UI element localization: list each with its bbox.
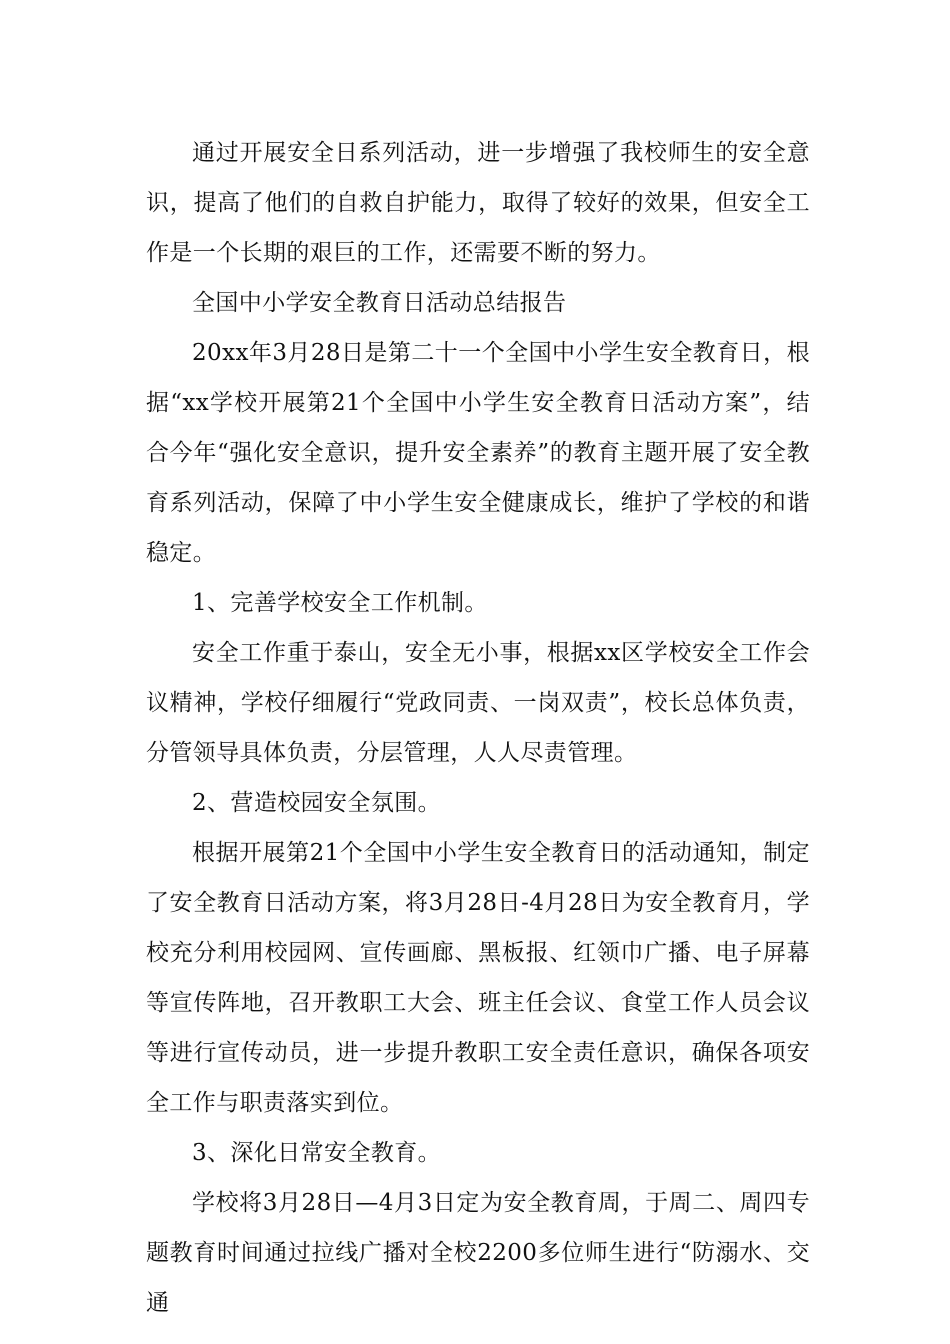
- paragraph-conclusion: 通过开展安全日系列活动，进一步增强了我校师生的安全意识，提高了他们的自救自护能力，取得了较好的效果，但安全工作是一个长期的艰巨的工作，还需要不断的努力。: [146, 140, 810, 266]
- report-title: 全国中小学安全教育日活动总结报告: [192, 290, 567, 316]
- paragraph-section-1: 安全工作重于泰山，安全无小事，根据xx区学校安全工作会议精神，学校仔细履行“党政同责、一岗双责”，校长总体负责，分管领导具体负责，分层管理，人人尽责管理。: [146, 640, 810, 766]
- document-body: [146, 128, 810, 1328]
- paragraph-intro: 20xx年3月28日是第二十一个全国中小学生安全教育日，根据“xx学校开展第21个全国中小学生安全教育日活动方案”，结合今年“强化安全意识，提升安全素养”的教育主题开展了安全教育系列活动，保障了中小学生安全健康成长，维护了学校的和谐稳定。: [146, 340, 810, 566]
- section-heading-2: 2、营造校园安全氛围。: [192, 790, 442, 816]
- paragraph-section-3: 学校将3月28日—4月3日定为安全教育周，于周二、周四专题教育时间通过拉线广播对全校2200多位师生进行“防溺水、交通: [146, 1190, 810, 1316]
- section-heading-3: 3、深化日常安全教育。: [192, 1140, 442, 1166]
- section-heading-1: 1、完善学校安全工作机制。: [192, 590, 488, 616]
- paragraph-section-2: 根据开展第21个全国中小学生安全教育日的活动通知，制定了安全教育日活动方案，将3月28日-4月28日为安全教育月，学校充分利用校园网、宣传画廊、黑板报、红领巾广播、电子屏幕等宣传阵地，召开教职工大会、班主任会议、食堂工作人员会议等进行宣传动员，进一步提升教职工安全责任意识，确保各项安全工作与职责落实到位。: [146, 840, 810, 1116]
